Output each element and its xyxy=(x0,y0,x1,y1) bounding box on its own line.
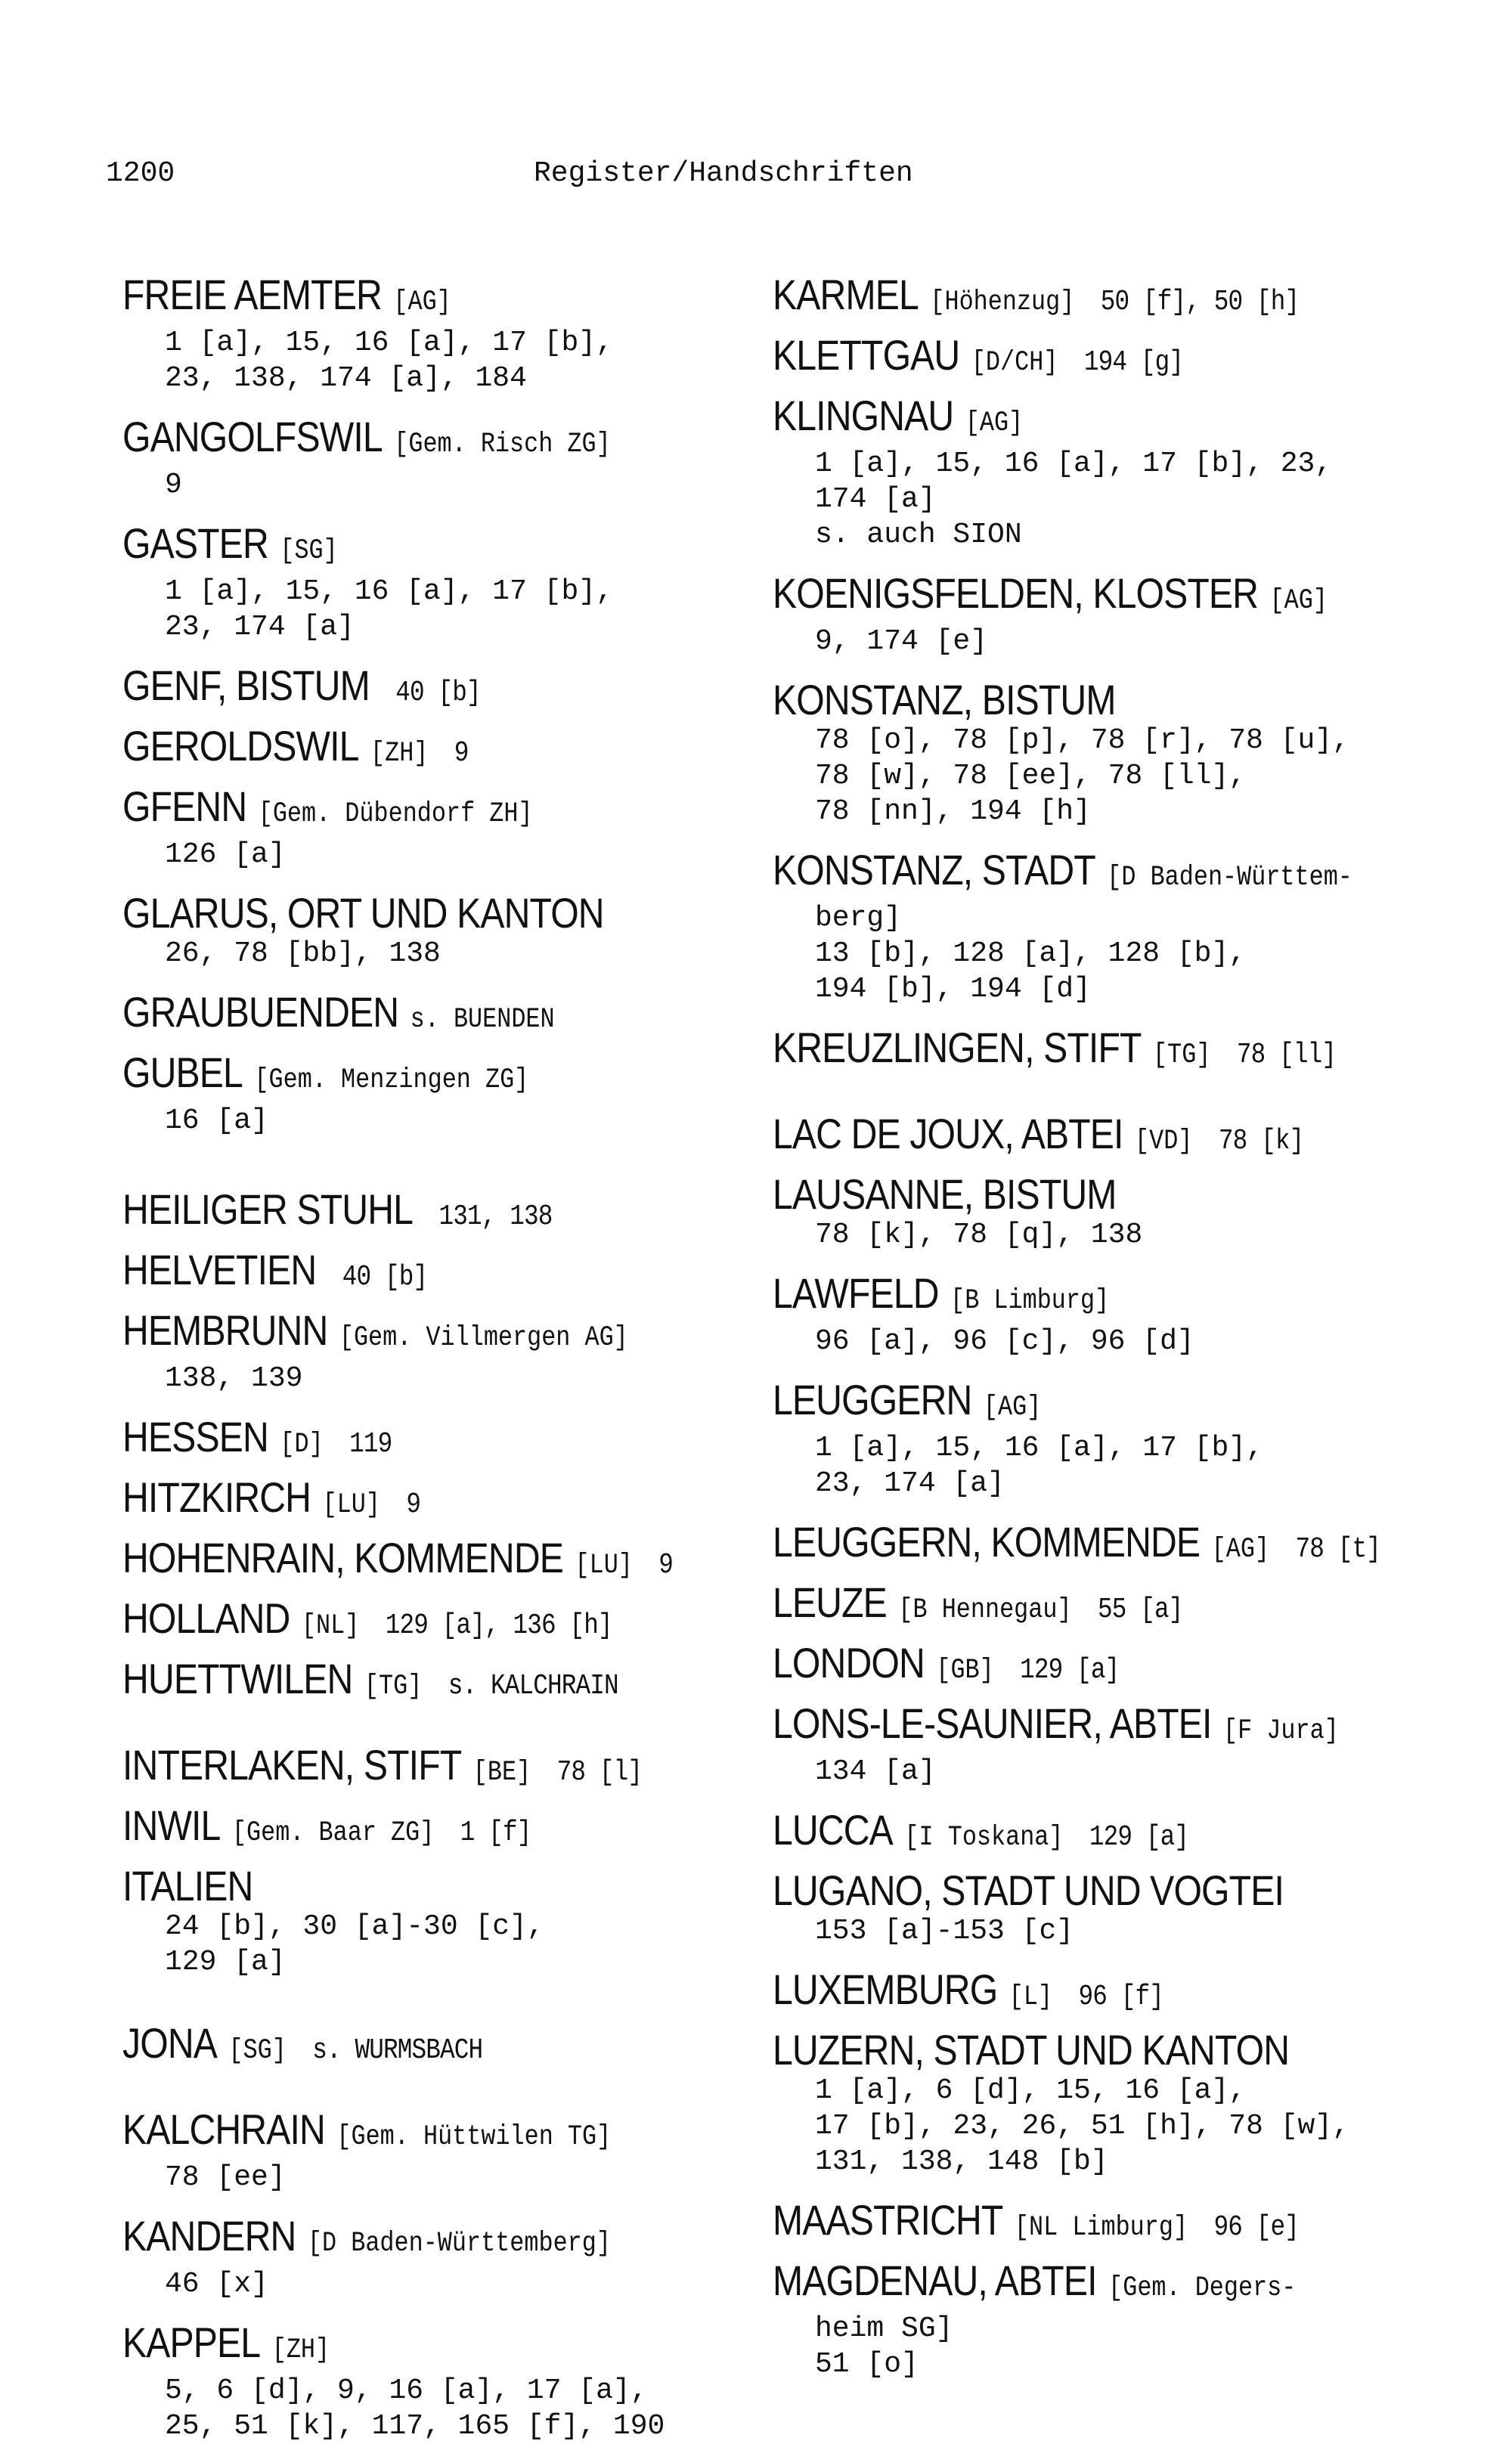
entry-inline-refs: 129 [a], 136 [h] xyxy=(385,1609,612,1642)
entry-heading: LAWFELD xyxy=(773,1269,939,1317)
entry-inline-refs: 55 [a] xyxy=(1097,1594,1183,1626)
register-entry xyxy=(773,1701,1453,1789)
register-entry xyxy=(122,990,788,1042)
register-entry xyxy=(773,1519,1453,1572)
entry-inline-refs: 9 xyxy=(406,1488,421,1521)
running-title: Register/Handschriften xyxy=(534,157,913,190)
register-entry xyxy=(122,414,788,503)
page-number: 1200 xyxy=(106,157,175,190)
entry-refs: 138, 139 xyxy=(165,1362,303,1395)
register-entry xyxy=(773,272,1453,325)
register-entry xyxy=(122,2021,788,2074)
entry-head-line xyxy=(773,1172,1358,1217)
register-entry xyxy=(122,1308,788,1396)
entry-qualifier: [Gem. Villmergen AG] xyxy=(339,1322,628,1354)
register-entry xyxy=(773,2198,1453,2250)
register-entry xyxy=(122,1656,788,1709)
entry-heading: INTERLAKEN, STIFT xyxy=(122,1741,462,1789)
entry-head-line xyxy=(122,1863,695,1909)
entry-heading: LUCCA xyxy=(773,1806,893,1854)
entry-qualifier: [AG] xyxy=(965,407,1024,439)
entry-qualifier: [SG] xyxy=(228,2035,287,2067)
entry-head-line xyxy=(773,1967,1358,2020)
entry-refs: 96 [a], 96 [c], 96 [d] xyxy=(815,1325,1194,1358)
entry-heading: HUETTWILEN xyxy=(122,1655,353,1702)
entry-qualifier: [D Baden-Württemberg] xyxy=(307,2228,611,2260)
entry-inline-refs: 9 xyxy=(454,737,469,770)
entry-head-line xyxy=(122,2107,695,2160)
entry-heading: INWIL xyxy=(122,1801,221,1849)
entry-head-line xyxy=(122,723,695,776)
entry-qualifier: [AG] xyxy=(1269,585,1328,617)
entry-refs: 24 [b], 30 [a]-30 [c], 129 [a] xyxy=(165,1910,544,1978)
entry-refs: 1 [a], 6 [d], 15, 16 [a], 17 [b], 23, 26, 51 [h], 78 [w], 131, 138, 148 [b] xyxy=(815,2074,1349,2178)
entry-refs: 78 [ee] xyxy=(165,2161,286,2194)
entry-qualifier: [SG] xyxy=(280,535,338,567)
entry-heading: GLARUS, ORT UND KANTON xyxy=(122,889,604,937)
entry-qualifier: [Gem. Baar ZG] xyxy=(231,1817,435,1849)
entry-refs: 78 [o], 78 [p], 78 [r], 78 [u], 78 [w], 78 [ee], 78 [ll], 78 [nn], 194 [h] xyxy=(815,724,1349,828)
register-entry xyxy=(122,784,788,872)
entry-heading: LONDON xyxy=(773,1639,925,1687)
entry-inline-refs: s. WURMSBACH xyxy=(312,2034,483,2067)
entry-head-line xyxy=(122,272,695,325)
entry-head-line xyxy=(773,1111,1358,1164)
register-entry xyxy=(773,571,1453,659)
entry-qualifier: [Höhenzug] xyxy=(930,287,1075,318)
entry-head-line xyxy=(773,272,1358,325)
entry-heading: KALCHRAIN xyxy=(122,2105,325,2153)
entry-heading: KONSTANZ, BISTUM xyxy=(773,676,1116,723)
entry-refs: 78 [k], 78 [q], 138 xyxy=(815,1219,1143,1251)
entry-heading: GEROLDSWIL xyxy=(122,722,359,770)
entry-refs: heim SG] 51 [o] xyxy=(815,2312,953,2380)
register-entry xyxy=(773,1111,1453,1164)
entry-heading: GENF, BISTUM xyxy=(122,661,370,709)
entry-heading: HOLLAND xyxy=(122,1594,290,1642)
entry-refs: 16 [a] xyxy=(165,1104,268,1137)
entry-head-line xyxy=(122,1596,695,1649)
register-entry xyxy=(773,1580,1453,1633)
entry-refs: berg] 13 [b], 128 [a], 128 [b], 194 [b], 194 [d] xyxy=(815,902,1247,1005)
entry-inline-refs: 78 [k] xyxy=(1218,1125,1304,1157)
entry-head-line xyxy=(122,1414,695,1467)
entry-heading: MAASTRICHT xyxy=(773,2196,1003,2244)
entry-qualifier: [GB] xyxy=(936,1655,994,1687)
entry-qualifier: [Gem. Risch ZG] xyxy=(394,429,611,460)
entry-heading: JONA xyxy=(122,2019,218,2067)
entry-head-line xyxy=(773,1518,1380,1572)
entry-heading: GASTER xyxy=(122,519,268,567)
entry-qualifier: [TG] xyxy=(364,1671,423,1702)
entry-heading: HEILIGER STUHL xyxy=(122,1185,414,1233)
entry-heading: HOHENRAIN, KOMMENDE xyxy=(122,1534,564,1581)
entry-head-line xyxy=(122,1050,695,1103)
entry-heading: KONSTANZ, STADT xyxy=(773,846,1095,894)
entry-refs: 1 [a], 15, 16 [a], 17 [b], 23, 138, 174 [a], 184 xyxy=(165,327,613,395)
entry-refs: 1 [a], 15, 16 [a], 17 [b], 23, 174 [a] xyxy=(165,575,613,643)
entry-qualifier: [D Baden-Württem- xyxy=(1107,862,1352,894)
entry-inline-refs: 96 [f] xyxy=(1078,1981,1164,2013)
entry-head-line xyxy=(773,393,1358,446)
entry-qualifier: [F Jura] xyxy=(1223,1715,1339,1747)
entry-heading: KANDERN xyxy=(122,2212,296,2260)
entry-heading: LUGANO, STADT UND VOGTEI xyxy=(773,1866,1284,1914)
page-header xyxy=(0,151,1512,197)
register-entry xyxy=(122,891,788,971)
entry-head-line xyxy=(773,333,1358,386)
register-entry xyxy=(773,1377,1453,1501)
entry-head-line xyxy=(122,2021,695,2074)
register-entry xyxy=(773,1640,1453,1693)
entry-inline-refs: 129 [a] xyxy=(1089,1821,1189,1854)
entry-heading: FREIE AEMTER xyxy=(122,271,382,318)
entry-head-line xyxy=(122,1247,695,1300)
entry-qualifier: [Gem. Menzingen ZG] xyxy=(254,1064,529,1096)
entry-head-line xyxy=(122,1308,695,1361)
entry-head-line xyxy=(122,1742,695,1795)
entry-qualifier: [NL Limburg] xyxy=(1014,2212,1188,2244)
entry-refs: 26, 78 [bb], 138 xyxy=(165,937,441,970)
entry-heading: LUZERN, STADT UND KANTON xyxy=(773,2026,1290,2074)
register-entry xyxy=(122,1803,788,1856)
entry-inline-refs: 50 [f], 50 [h] xyxy=(1100,286,1300,318)
entry-qualifier: [AG] xyxy=(983,1392,1042,1423)
entry-qualifier: [B Hennegau] xyxy=(898,1594,1072,1626)
entry-heading: HELVETIEN xyxy=(122,1246,317,1293)
entry-qualifier: [AG] xyxy=(1211,1534,1270,1566)
entry-head-line xyxy=(773,1640,1358,1693)
entry-qualifier: [ZH] xyxy=(271,2334,330,2366)
register-entry xyxy=(122,272,788,396)
entry-heading: LAUSANNE, BISTUM xyxy=(773,1170,1117,1218)
entry-head-line xyxy=(773,2027,1358,2073)
entry-head-line xyxy=(773,1025,1358,1078)
entry-qualifier: [D] xyxy=(280,1429,324,1461)
entry-heading: GRAUBUENDEN xyxy=(122,988,399,1036)
entry-heading: GANGOLFSWIL xyxy=(122,413,383,460)
entry-heading: KREUZLINGEN, STIFT xyxy=(773,1024,1142,1071)
entry-head-line xyxy=(773,1868,1358,1913)
entry-heading: KAPPEL xyxy=(122,2319,261,2366)
entry-heading: GFENN xyxy=(122,782,247,830)
entry-head-line xyxy=(773,677,1358,723)
register-entry xyxy=(122,663,788,716)
register-entry xyxy=(773,393,1453,553)
entry-inline-refs: 78 [t] xyxy=(1295,1533,1380,1566)
register-entry xyxy=(122,521,788,645)
entry-head-line xyxy=(122,990,695,1042)
entry-qualifier: [LU] xyxy=(575,1550,633,1581)
entry-inline-refs: 78 [ll] xyxy=(1236,1039,1337,1071)
register-entry xyxy=(773,333,1453,386)
entry-head-line xyxy=(122,1475,695,1528)
entry-qualifier: [VD] xyxy=(1135,1126,1193,1157)
entry-inline-refs: 119 xyxy=(349,1428,392,1461)
entry-head-line xyxy=(122,521,695,574)
entry-refs: 134 [a] xyxy=(815,1755,936,1788)
entry-head-line xyxy=(122,1656,695,1709)
entry-head-line xyxy=(773,2258,1358,2311)
entry-head-line xyxy=(122,1535,695,1588)
entry-qualifier: [BE] xyxy=(472,1757,531,1789)
entry-heading: LUXEMBURG xyxy=(773,1965,998,2013)
entry-heading: LONS-LE-SAUNIER, ABTEI xyxy=(773,1699,1212,1747)
register-entry xyxy=(773,1271,1453,1359)
entry-heading: KOENIGSFELDEN, KLOSTER xyxy=(773,569,1259,617)
register-entry xyxy=(122,723,788,776)
entry-qualifier: s. BUENDEN xyxy=(410,1004,555,1036)
entry-heading: HEMBRUNN xyxy=(122,1306,328,1354)
entry-refs: 46 [x] xyxy=(165,2268,268,2300)
entry-heading: ITALIEN xyxy=(122,1862,253,1910)
entry-head-line xyxy=(122,2213,695,2266)
entry-qualifier: [Gem. Dübendorf ZH] xyxy=(258,798,533,830)
entry-head-line xyxy=(122,1803,695,1856)
entry-head-line xyxy=(773,847,1358,900)
register-entry xyxy=(122,1247,788,1300)
register-entry xyxy=(122,1535,788,1588)
entry-inline-refs: 194 [g] xyxy=(1083,346,1184,379)
entry-head-line xyxy=(773,2198,1358,2250)
entry-refs: 9 xyxy=(165,469,182,501)
register-entry xyxy=(122,1187,788,1240)
entry-heading: GUBEL xyxy=(122,1049,243,1096)
entry-head-line xyxy=(773,1807,1358,1860)
entry-refs: 1 [a], 15, 16 [a], 17 [b], 23, 174 [a] s. auch SION xyxy=(815,448,1333,551)
entry-inline-refs: s. KALCHRAIN xyxy=(448,1670,618,1702)
entry-head-line xyxy=(122,1187,695,1240)
entry-head-line xyxy=(773,1701,1358,1754)
entry-head-line xyxy=(773,1580,1358,1633)
entry-head-line xyxy=(122,414,695,467)
register-entry xyxy=(773,1172,1453,1253)
entry-refs: 5, 6 [d], 9, 16 [a], 17 [a], 25, 51 [k], 117, 165 [f], 190 xyxy=(165,2374,665,2442)
register-column-left xyxy=(122,272,788,2444)
register-entry xyxy=(122,1050,788,1138)
entry-refs: 153 [a]-153 [c] xyxy=(815,1915,1074,1947)
entry-head-line xyxy=(122,2320,695,2373)
entry-qualifier: [B Limburg] xyxy=(950,1285,1110,1317)
entry-heading: LEUGGERN xyxy=(773,1376,972,1423)
entry-inline-refs: 131, 138 xyxy=(438,1200,553,1233)
entry-refs: 1 [a], 15, 16 [a], 17 [b], 23, 174 [a] xyxy=(815,1432,1263,1500)
register-entry xyxy=(122,2107,788,2195)
entry-inline-refs: 78 [l] xyxy=(556,1756,643,1789)
entry-heading: LEUZE xyxy=(773,1578,887,1626)
entry-inline-refs: 96 [e] xyxy=(1213,2211,1299,2244)
entry-qualifier: [I Toskana] xyxy=(904,1822,1064,1854)
entry-head-line xyxy=(122,784,695,837)
register-entry xyxy=(773,1025,1453,1078)
entry-heading: LEUGGERN, KOMMENDE xyxy=(773,1518,1201,1566)
register-entry xyxy=(773,1868,1453,1949)
entry-inline-refs: 40 [b] xyxy=(395,677,481,709)
register-entry xyxy=(773,2258,1453,2382)
register-entry xyxy=(122,1475,788,1528)
register-entry xyxy=(773,847,1453,1007)
entry-heading: HITZKIRCH xyxy=(122,1473,311,1521)
register-entry xyxy=(122,1596,788,1649)
entry-heading: LAC DE JOUX, ABTEI xyxy=(773,1110,1123,1157)
entry-qualifier: [L] xyxy=(1009,1981,1053,2013)
entry-heading: KLINGNAU xyxy=(773,392,954,439)
entry-qualifier: [NL] xyxy=(301,1610,360,1642)
register-entry xyxy=(122,1414,788,1467)
entry-qualifier: [TG] xyxy=(1153,1039,1211,1071)
register-entry xyxy=(773,1967,1453,2020)
register-entry xyxy=(122,2213,788,2302)
entry-qualifier: [Gem. Degers- xyxy=(1108,2272,1297,2304)
entry-qualifier: [Gem. Hüttwilen TG] xyxy=(336,2121,612,2153)
register-entry xyxy=(773,677,1453,829)
entry-qualifier: [ZH] xyxy=(370,738,429,770)
entry-qualifier: [LU] xyxy=(322,1489,380,1521)
entry-inline-refs: 40 [b] xyxy=(342,1261,428,1293)
entry-refs: 126 [a] xyxy=(165,838,286,871)
entry-head-line xyxy=(773,571,1358,624)
register-column-right xyxy=(773,272,1453,2382)
register-entry xyxy=(122,1863,788,1980)
entry-heading: HESSEN xyxy=(122,1413,268,1461)
entry-head-line xyxy=(122,663,695,716)
register-entry xyxy=(773,1807,1453,1860)
entry-head-line xyxy=(122,891,695,936)
entry-heading: KLETTGAU xyxy=(773,331,960,379)
register-entry xyxy=(773,2027,1453,2179)
register-entry xyxy=(122,1742,788,1795)
entry-inline-refs: 129 [a] xyxy=(1020,1654,1120,1687)
register-entry xyxy=(122,2320,788,2444)
entry-head-line xyxy=(773,1271,1358,1324)
entry-inline-refs: 9 xyxy=(658,1549,674,1581)
entry-refs: 9, 174 [e] xyxy=(815,625,988,658)
entry-head-line xyxy=(773,1377,1358,1430)
entry-heading: MAGDENAU, ABTEI xyxy=(773,2257,1097,2304)
entry-qualifier: [D/CH] xyxy=(971,347,1058,379)
entry-inline-refs: 1 [f] xyxy=(460,1817,531,1849)
entry-qualifier: [AG] xyxy=(393,287,451,318)
entry-heading: KARMEL xyxy=(773,271,919,318)
